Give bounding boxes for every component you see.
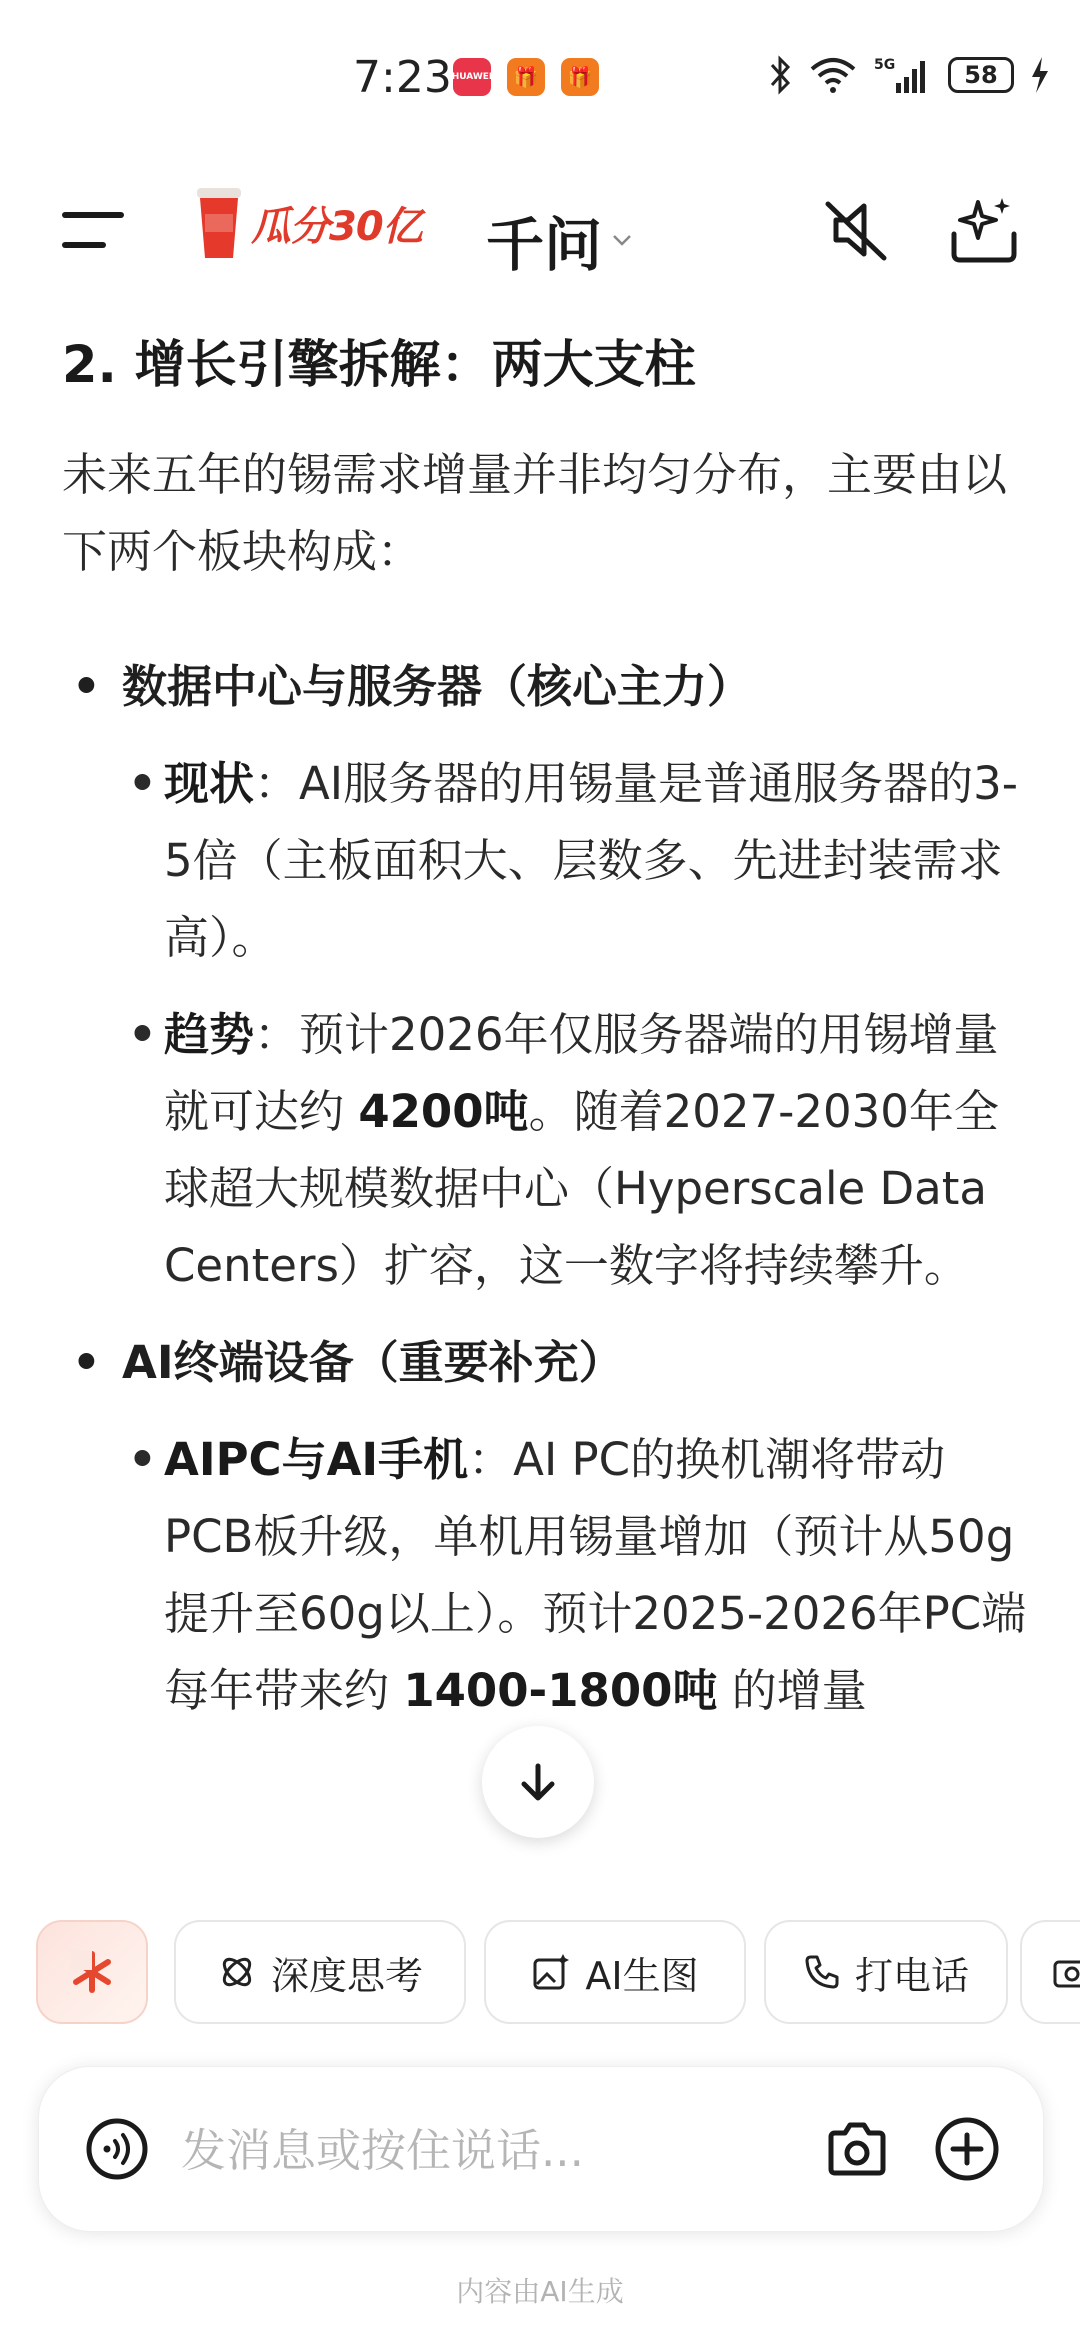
model-selector[interactable] <box>486 198 634 282</box>
promo-text: 瓜分30亿 <box>251 203 422 250</box>
speaker-mute-icon[interactable] <box>822 196 890 264</box>
gift-app-icon: 🎁 <box>507 58 545 96</box>
voice-input-icon[interactable] <box>85 2117 149 2181</box>
phone-call-chip[interactable] <box>764 1920 1008 2024</box>
notification-icons <box>453 58 599 96</box>
battery-indicator: 58 <box>948 57 1014 93</box>
camera-chip[interactable] <box>1020 1920 1080 2024</box>
new-chat-icon[interactable] <box>946 192 1022 268</box>
add-icon[interactable] <box>933 2115 1001 2183</box>
list-item <box>62 1421 1032 1729</box>
app-title: 千问 <box>486 211 603 279</box>
deep-think-icon <box>217 1952 257 1992</box>
deep-think-chip[interactable] <box>174 1920 466 2024</box>
phone-icon <box>803 1953 841 1991</box>
image-gen-icon <box>531 1952 571 1992</box>
chip-label: AI生图 <box>585 1953 699 1998</box>
message-input[interactable] <box>179 2111 823 2189</box>
bluetooth-icon <box>768 55 792 95</box>
item-label: AIPC与AI手机 <box>164 1433 469 1487</box>
item-text: ：预计2026年仅服务器端的用锡增量就可达约 <box>164 1008 999 1139</box>
section-title: • AI终端设备（重要补充） <box>62 1324 1032 1401</box>
chip-label: 打电话 <box>854 1953 969 1998</box>
asterisk-chip[interactable] <box>36 1920 148 2024</box>
section-heading: 2. 增长引擎拆解：两大支柱 <box>62 336 696 395</box>
promo-banner[interactable] <box>195 186 422 260</box>
asterisk-logo-icon <box>70 1950 114 1994</box>
huawei-app-icon: HUAWEI <box>453 58 491 96</box>
item-label: 趋势 <box>164 1008 255 1062</box>
item-text: ：AI PC的换机潮将带动PCB板升级，单机用锡量增加（预计从50g提升至60g以上）。预计2025-2026年PC端每年带来约 <box>164 1433 1027 1718</box>
ai-image-chip[interactable] <box>484 1920 746 2024</box>
system-status <box>768 55 1050 95</box>
gift-app-icon: 🎁 <box>561 58 599 96</box>
coffee-cup-icon <box>195 186 243 260</box>
menu-icon[interactable] <box>62 210 128 250</box>
list-item <box>62 996 1032 1304</box>
intro-paragraph: 未来五年的锡需求增量并非均匀分布，主要由以下两个板块构成： <box>62 448 1008 579</box>
chat-message <box>62 335 1032 1749</box>
charging-icon <box>1030 55 1050 95</box>
camera-icon <box>1052 1952 1080 1992</box>
message-input-bar <box>38 2066 1044 2232</box>
status-bar <box>0 0 1080 150</box>
svg-text:5G: 5G <box>874 57 896 73</box>
item-text: 的增量 <box>717 1664 867 1718</box>
app-header <box>0 170 1080 290</box>
ai-generated-note: 内容由AI生成 <box>456 2275 624 2308</box>
signal-5g-icon <box>874 55 932 95</box>
item-text: 。随着2027-2030年全球超大规模数据中心（Hyperscale Data Centers）扩容，这一数字将持续攀升。 <box>164 1085 999 1293</box>
status-time: 7:23 <box>353 52 452 103</box>
item-text: ：AI服务器的用锡量是普通服务器的3-5倍（主板面积大、层数多、先进封装需求高）。 <box>164 757 1018 965</box>
wifi-icon <box>808 55 858 95</box>
chevron-down-icon <box>610 228 634 252</box>
list-item <box>62 745 1032 976</box>
item-label: 现状 <box>164 757 255 811</box>
chip-label: 深度思考 <box>270 1953 423 1998</box>
item-highlight: 4200吨 <box>358 1085 529 1139</box>
scroll-to-bottom-button[interactable] <box>482 1726 594 1838</box>
quick-actions <box>36 1920 1080 2028</box>
arrow-down-icon <box>516 1760 560 1804</box>
item-highlight: 1400-1800吨 <box>403 1664 718 1718</box>
section-title: • 数据中心与服务器（核心主力） <box>62 648 1032 725</box>
camera-icon[interactable] <box>823 2115 891 2183</box>
